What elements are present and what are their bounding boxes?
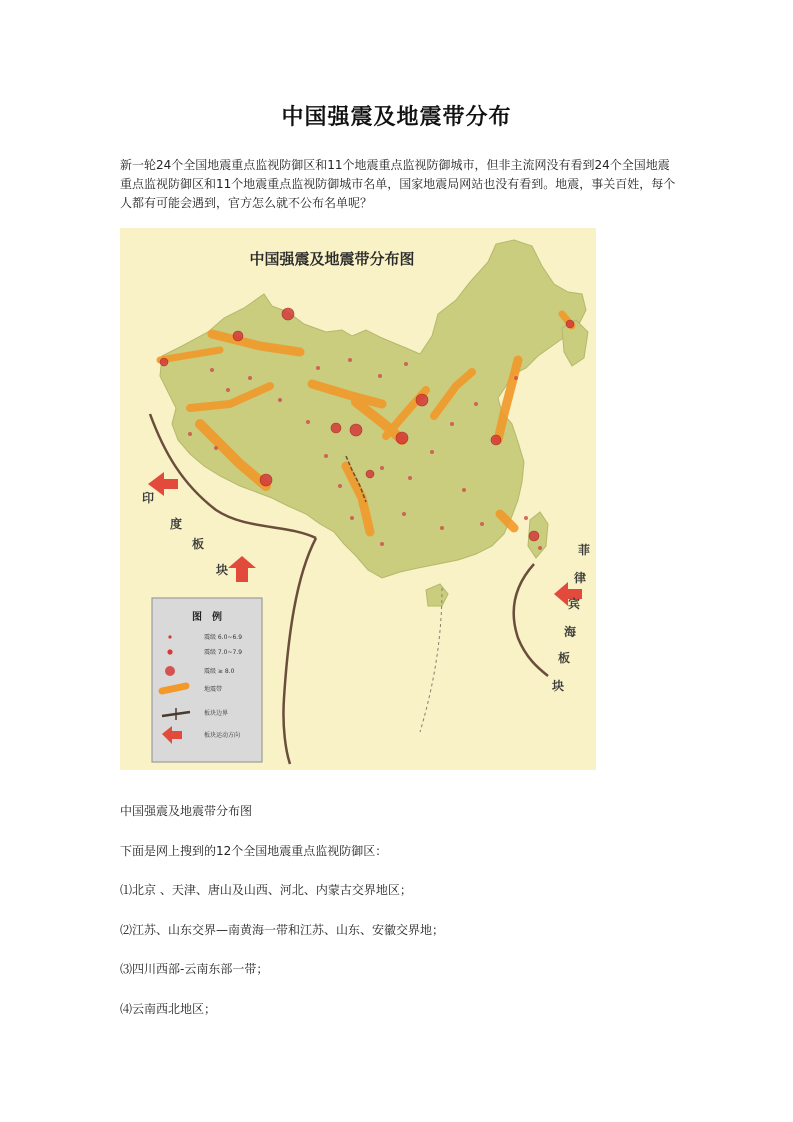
quake-marker (529, 531, 539, 541)
small-quake-marker (440, 526, 444, 530)
india-plate-char: 印 (142, 491, 155, 505)
legend-swatch-medium (167, 649, 172, 654)
small-quake-marker (538, 546, 542, 550)
quake-marker (350, 424, 362, 436)
india-plate-char: 度 (170, 517, 183, 531)
small-quake-marker (214, 446, 218, 450)
legend-swatch-belt (162, 686, 186, 691)
figure-caption: 中国强震及地震带分布图 (120, 804, 253, 818)
quake-marker (396, 432, 408, 444)
region-list-item: ⑴北京 、天津、唐山及山西、河北、内蒙古交界地区； (120, 883, 412, 897)
small-quake-marker (380, 542, 384, 546)
intro-paragraph: 新一轮24个全国地震重点监视防御区和11个地震重点监视防御城市，但非主流网没有看到24个全国地震重点监视防御区和11个地震重点监视防御城市名单，国家地震局网站也没有看到。地震，事关百姓，每个人都有可能会遇到，官方怎么就不公布名单呢？ (120, 158, 676, 210)
legend-swatch-small (168, 635, 171, 638)
map-legend (152, 598, 262, 762)
small-quake-marker (350, 516, 354, 520)
small-quake-marker (430, 450, 434, 454)
small-quake-marker (514, 376, 518, 380)
region-list-item: ⑷云南西北地区； (120, 1002, 217, 1016)
philippine-plate-char: 律 (574, 571, 587, 585)
small-quake-marker (278, 398, 282, 402)
philippine-plate-char: 板 (558, 651, 571, 665)
quake-marker (416, 394, 428, 406)
small-quake-marker (404, 362, 408, 366)
small-quake-marker (210, 368, 214, 372)
quake-marker (331, 423, 341, 433)
quake-marker (260, 474, 272, 486)
small-quake-marker (316, 366, 320, 370)
philippine-plate-char: 宾 (568, 597, 581, 611)
small-quake-marker (248, 376, 252, 380)
small-quake-marker (338, 484, 342, 488)
region-list-item: ⑶四川西部-云南东部一带； (120, 962, 269, 976)
quake-marker (160, 358, 168, 366)
legend-label: 震级 7.0~7.9 (204, 649, 243, 656)
seismic-map-figure (120, 228, 596, 770)
small-quake-marker (324, 454, 328, 458)
quake-marker (233, 331, 243, 341)
philippine-plate-char: 块 (552, 679, 565, 693)
small-quake-marker (402, 512, 406, 516)
philippine-plate-char: 菲 (578, 543, 591, 557)
small-quake-marker (348, 358, 352, 362)
legend-label: 地震带 (204, 686, 223, 693)
small-quake-marker (524, 516, 528, 520)
region-list-item: ⑵江苏、山东交界—南黄海一带和江苏、山东、安徽交界地； (120, 923, 445, 937)
map-title: 中国强震及地震带分布图 (249, 250, 415, 268)
small-quake-marker (226, 388, 230, 392)
quake-marker (366, 470, 374, 478)
small-quake-marker (380, 466, 384, 470)
region-list-intro: 下面是网上搜到的12个全国地震重点监视防御区： (120, 844, 388, 858)
small-quake-marker (408, 476, 412, 480)
legend-swatch-large (165, 666, 175, 676)
legend-title: 图 例 (192, 612, 222, 623)
small-quake-marker (306, 420, 310, 424)
quake-marker (282, 308, 294, 320)
small-quake-marker (474, 402, 478, 406)
small-quake-marker (480, 522, 484, 526)
india-plate-char: 块 (216, 563, 229, 577)
legend-label: 震级 ≥ 8.0 (204, 668, 235, 675)
small-quake-marker (188, 432, 192, 436)
philippine-plate-char: 海 (564, 625, 577, 639)
quake-marker (566, 320, 574, 328)
india-plate-char: 板 (192, 537, 205, 551)
quake-marker (491, 435, 501, 445)
legend-label: 震级 6.0~6.9 (204, 634, 243, 641)
legend-label: 板块边界 (204, 710, 229, 717)
legend-label: 板块运动方向 (204, 732, 241, 739)
page-title: 中国强震及地震带分布 (281, 104, 512, 130)
small-quake-marker (450, 422, 454, 426)
small-quake-marker (378, 374, 382, 378)
small-quake-marker (462, 488, 466, 492)
